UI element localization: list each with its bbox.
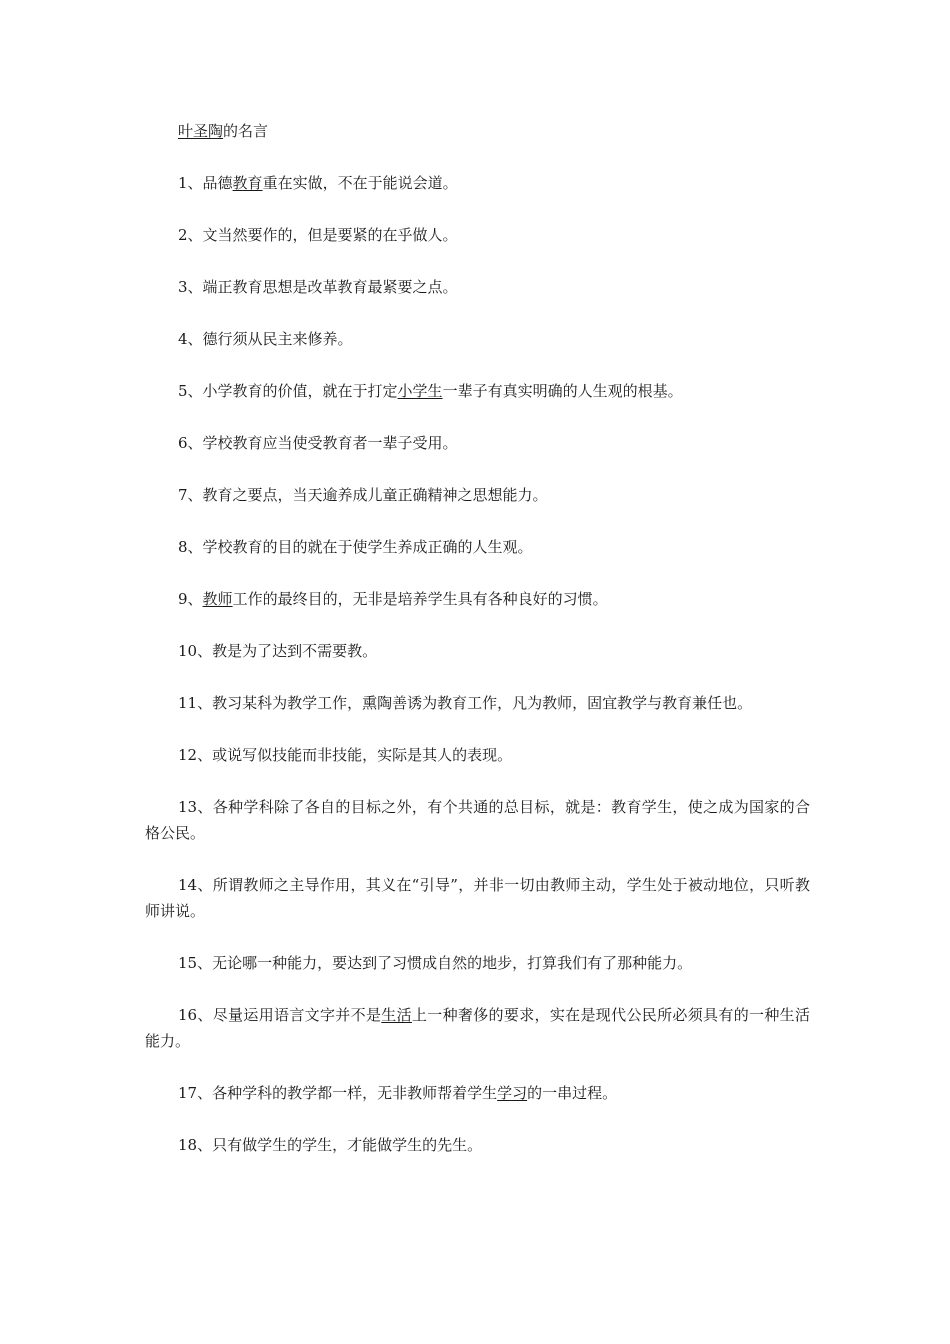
quote-5 <box>145 378 810 404</box>
quote-text: 1、品德 <box>178 174 233 192</box>
quote-1 <box>145 170 810 196</box>
quote-3: 3、端正教育思想是改革教育最紧要之点。 <box>178 278 458 296</box>
quote-8: 8、学校教育的目的就在于使学生养成正确的人生观。 <box>178 538 533 556</box>
pupil-link[interactable]: 小学生 <box>397 382 443 400</box>
quote-7: 7、教育之要点，当天逾养成儿童正确精神之思想能力。 <box>178 486 548 504</box>
quote-15: 15、无论哪一种能力，要达到了习惯成自然的地步，打算我们有了那种能力。 <box>178 954 693 972</box>
quote-6: 6、学校教育应当使受教育者一辈子受用。 <box>178 434 458 452</box>
quote-text: 16、尽量运用语言文字并不是 <box>178 1006 382 1024</box>
teacher-link[interactable]: 教师 <box>202 590 233 608</box>
quote-17 <box>145 1080 810 1106</box>
quote-text: 一辈子有真实明确的人生观的根基。 <box>442 382 683 400</box>
quote-9 <box>145 586 810 612</box>
quote-11: 11、教习某科为教学工作，熏陶善诱为教育工作，凡为教师，固宜教学与教育兼任也。 <box>178 694 753 712</box>
quote-text: 17、各种学科的教学都一样，无非教师帮着学生 <box>178 1084 498 1102</box>
quote-text: 5、小学教育的价值，就在于打定 <box>178 382 398 400</box>
title-text: 的名言 <box>223 122 269 140</box>
document-title <box>145 118 810 144</box>
author-link[interactable]: 叶圣陶 <box>178 122 224 140</box>
study-link[interactable]: 学习 <box>497 1084 528 1102</box>
quote-text: 上一种奢侈的要求，实在是现代公民所必须具有的一种生活能力。 <box>145 1006 810 1050</box>
life-link[interactable]: 生活 <box>381 1006 412 1024</box>
quote-text: 的一串过程。 <box>527 1084 618 1102</box>
quote-12: 12、或说写似技能而非技能，实际是其人的表现。 <box>178 746 513 764</box>
quote-text: 9、 <box>178 590 203 608</box>
quote-16 <box>145 1002 810 1054</box>
quote-2: 2、文当然要作的，但是要紧的在乎做人。 <box>178 226 458 244</box>
quote-18: 18、只有做学生的学生，才能做学生的先生。 <box>178 1136 483 1154</box>
quote-10: 10、教是为了达到不需要教。 <box>178 642 378 660</box>
education-link[interactable]: 教育 <box>232 174 263 192</box>
quote-4: 4、德行须从民主来修养。 <box>178 330 353 348</box>
quote-text: 工作的最终目的，无非是培养学生具有各种良好的习惯。 <box>232 590 608 608</box>
quote-14: 14、所谓教师之主导作用，其义在“引导”，并非一切由教师主动，学生处于被动地位，只听教师讲说。 <box>145 876 810 920</box>
quote-13: 13、各种学科除了各自的目标之外，有个共通的总目标，就是：教育学生，使之成为国家的合格公民。 <box>145 798 810 842</box>
quote-text: 重在实做，不在于能说会道。 <box>262 174 458 192</box>
document-page <box>145 118 810 1184</box>
